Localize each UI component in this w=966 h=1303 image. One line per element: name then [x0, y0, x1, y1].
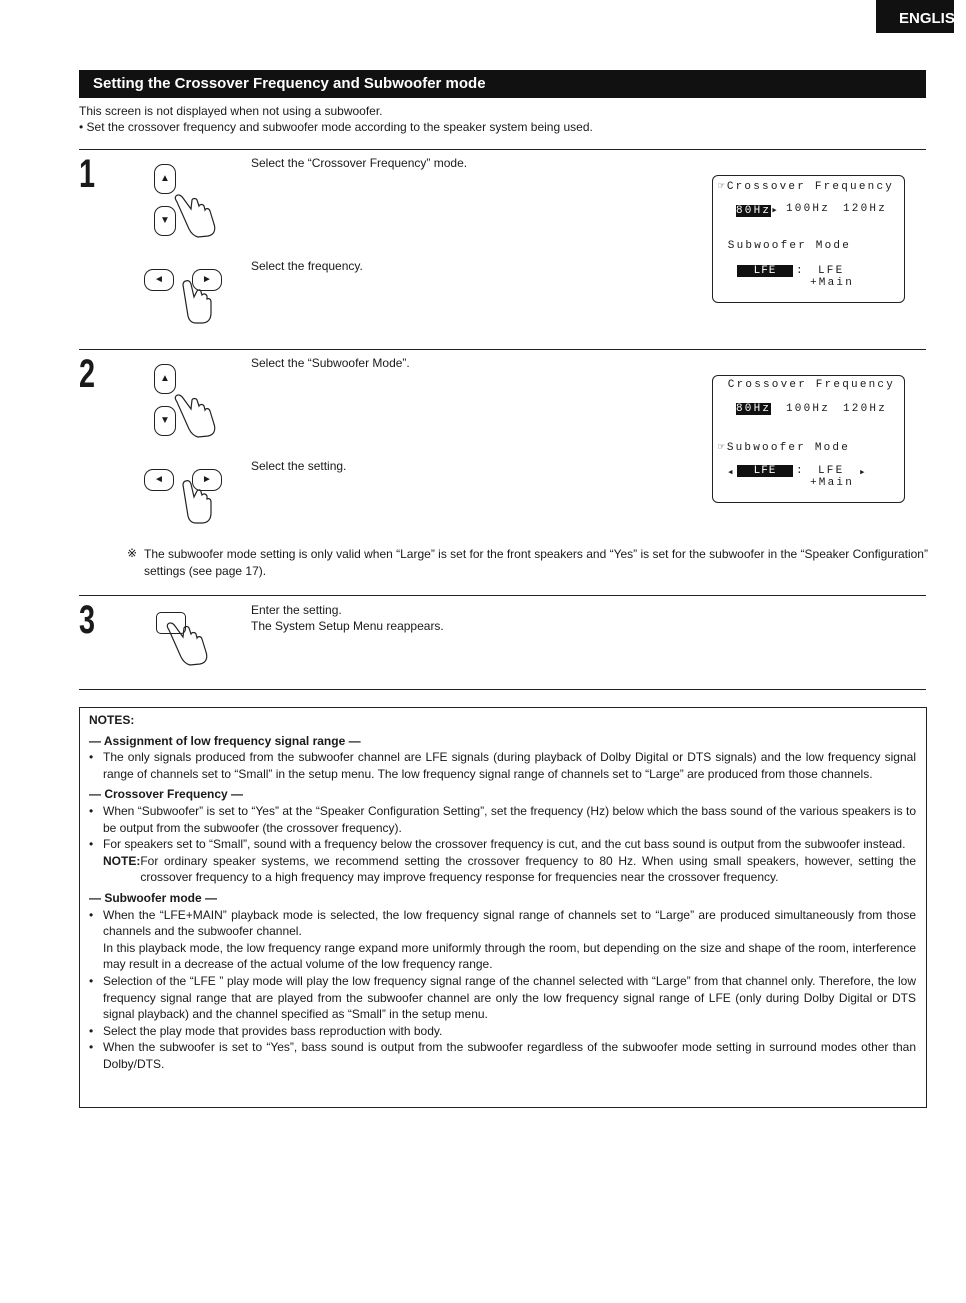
osd-freq-arrow: ▸ — [771, 205, 781, 217]
step-2-text-b: Select the setting. — [251, 459, 347, 473]
footnote-text: The subwoofer mode setting is only valid when “Large” is set for the front speakers and “Yes” is set for the subwoofer in the “Speaker Configuration” settings (see page 17). — [144, 547, 928, 578]
osd-subwoofer-label: Subwoofer Mode — [719, 240, 852, 252]
osd-mode-opt1: LFE — [818, 465, 845, 477]
left-button-icon: ◄ — [144, 469, 174, 491]
osd-freq-selected: 80Hz — [736, 205, 772, 217]
note-label: NOTE: — [103, 853, 141, 868]
osd-screen-2 — [712, 375, 905, 503]
right-button-icon: ► — [192, 269, 222, 291]
up-button-icon: ▲ — [154, 364, 176, 394]
osd-freq-row — [736, 203, 780, 217]
step-3-text-b: The System Setup Menu reappears. — [251, 619, 444, 633]
step-1-left-right-buttons — [140, 265, 230, 327]
osd-screen-1 — [712, 175, 905, 303]
step-1-up-down-buttons — [140, 162, 230, 242]
up-button-icon: ▲ — [154, 164, 176, 194]
step-1-divider — [79, 149, 926, 150]
notes-section-heading: — Subwoofer mode — — [89, 890, 218, 905]
notes-bullet: • When “Subwoofer” is set to “Yes” at the “Speaker Configuration Setting”, set the frequency (Hz) below which the bass sound of the various speakers is to be output from the subwoofer (the crossover frequency). — [89, 803, 916, 836]
notes-bullet: • Select the play mode that provides bass reproduction with body. — [89, 1023, 916, 1040]
notes-bullet: • When the subwoofer is set to “Yes”, bass sound is output from the subwoofer regardless of the subwoofer mode setting in surround modes other than Dolby/DTS. — [89, 1039, 916, 1072]
osd-mode-selected: LFE — [737, 265, 793, 277]
osd-mode-left-arrow: ◂ — [727, 467, 734, 479]
step-2-left-right-buttons — [140, 465, 230, 527]
step-2-number: 2 — [79, 352, 96, 396]
step-3-number: 3 — [79, 598, 96, 642]
step-1-text-b: Select the frequency. — [251, 259, 363, 273]
osd-freq-2: 100Hz — [786, 203, 831, 215]
osd-freq-selected: 80Hz — [736, 403, 772, 415]
osd-freq-2: 100Hz — [786, 403, 831, 415]
section-title: Setting the Crossover Frequency and Subwoofer mode — [79, 70, 926, 98]
notes-heading: NOTES: — [89, 713, 135, 727]
down-button-icon: ▼ — [154, 406, 176, 436]
step-3-text-a: Enter the setting. — [251, 603, 342, 617]
note-text: For ordinary speaker systems, we recommend setting the crossover frequency to 80 Hz. When using small speakers, however, setting the crossover frequency to a high frequency may improve frequency response for frequencies near the crossover frequency. — [140, 853, 916, 885]
osd-crossover-label: Crossover Frequency — [719, 379, 896, 391]
step-2-up-down-buttons — [140, 362, 230, 442]
osd-mode-right-arrow: ▸ — [859, 467, 866, 479]
osd-freq-3: 120Hz — [843, 403, 888, 415]
osd-subwoofer-label: ☞Subwoofer Mode — [718, 442, 851, 454]
osd-freq-3: 120Hz — [843, 203, 888, 215]
step-3-divider — [79, 595, 926, 596]
osd-mode-colon: : — [796, 465, 805, 477]
step-3-bottom-divider — [79, 689, 926, 690]
notes-bullet: • When the “LFE+MAIN” playback mode is selected, the low frequency signal range of channels set to “Large” are produced simultaneously from those channels and the subwoofer channel. — [89, 907, 916, 940]
osd-mode-opt2: +Main — [810, 277, 855, 289]
intro-line-2: • Set the crossover frequency and subwoofer mode according to the speaker system being used. — [79, 119, 593, 134]
pointing-hand-icon — [166, 620, 210, 666]
step-2-text-a: Select the “Subwoofer Mode”. — [251, 356, 410, 370]
down-button-icon: ▼ — [154, 206, 176, 236]
pointing-hand-icon — [178, 479, 222, 525]
osd-mode-opt1: LFE — [818, 265, 845, 277]
step-1-number: 1 — [79, 152, 96, 196]
notes-bullet: • For speakers set to “Small”, sound with a frequency below the crossover frequency is cut, and the cut bass sound is output from the subwoofer instead. — [89, 836, 916, 853]
step-2-divider — [79, 349, 926, 350]
notes-bullet: • Selection of the “LFE ” play mode will play the low frequency signal range of the channel selected with “Large” from that channel only. Therefore, the low frequency signal range that are played from the subwoofer channel are only the low frequency signal range of LFE (only during Dolby Digital or DTS signal playback) and the channel specified as “Small” in the setup menu. — [89, 973, 916, 1023]
osd-mode-opt2: +Main — [810, 477, 855, 489]
left-button-icon: ◄ — [144, 269, 174, 291]
pointing-hand-icon — [174, 392, 218, 438]
intro-text — [79, 104, 593, 135]
notes-bullet: • The only signals produced from the subwoofer channel are LFE signals (during playback of Dolby Digital or DTS signals) and the low frequency signal range of channels set to “Small” in the setup menu. The low frequency signal range of channels set to “Large” are produced from those channels. — [89, 749, 916, 782]
osd-mode-selected: LFE — [737, 465, 793, 477]
pointing-hand-icon — [178, 279, 222, 325]
pointing-hand-icon — [174, 192, 218, 238]
osd-mode-colon: : — [796, 265, 805, 277]
right-button-icon: ► — [192, 469, 222, 491]
notes-section-heading: — Assignment of low frequency signal range — — [89, 733, 361, 748]
notes-paragraph: In this playback mode, the low frequency range expand more uniformly through the room, but depending on the size and shape of the room, interference may result in a decrease of the actual volume of the low frequency range. — [103, 940, 916, 972]
intro-line-1: This screen is not displayed when not using a subwoofer. — [79, 104, 383, 118]
notes-note — [89, 853, 916, 886]
osd-crossover-label: ☞Crossover Frequency — [718, 181, 895, 193]
step-3-text — [251, 602, 444, 634]
notes-section-heading: — Crossover Frequency — — [89, 787, 244, 802]
step-1-text-a: Select the “Crossover Frequency” mode. — [251, 156, 468, 170]
language-tab: ENGLISH — [876, 0, 954, 33]
notes-box — [79, 707, 927, 1108]
footnote-mark: ※ — [127, 546, 138, 560]
step-3-enter-button — [150, 610, 230, 670]
notes-content — [89, 711, 916, 1072]
